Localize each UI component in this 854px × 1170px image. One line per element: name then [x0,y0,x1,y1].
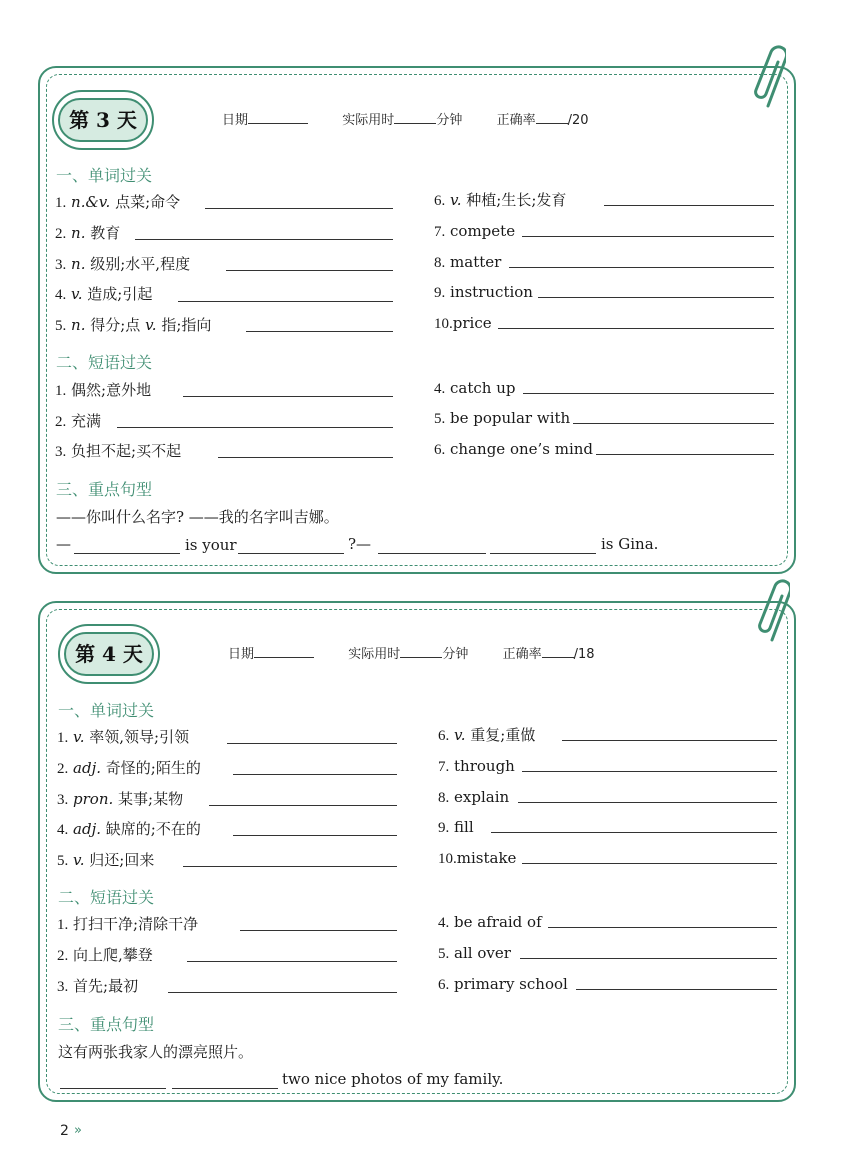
answer-line[interactable] [205,208,393,209]
day3-section-sentences: 三、重点句型 [56,480,153,499]
date-label: 日期 [222,113,249,128]
word-item: 1. n.&v. 点菜;命令 [55,193,181,211]
answer-line[interactable] [573,423,774,424]
date-label: 日期 [228,647,255,662]
answer-line[interactable] [522,236,774,237]
answer-line[interactable] [183,866,397,867]
word-item: 9. fill [438,818,474,836]
accuracy-label: 正确率 [502,647,542,662]
day4-sentence-en: two nice photos of my family. [282,1070,504,1088]
accuracy-total: /18 [573,647,595,662]
paperclip-icon [756,576,790,642]
day4-meta [228,643,595,662]
answer-line[interactable] [60,1088,166,1089]
day3-dash: — [56,535,71,553]
day3-sentence-en-3: is Gina. [601,535,659,553]
word-item: 10.mistake [438,849,517,867]
date-field[interactable] [248,111,308,124]
phrase-item: 5. be popular with [434,409,571,427]
time-label: 实际用时 [342,113,395,128]
answer-line[interactable] [548,927,777,928]
day4-section-phrases: 二、短语过关 [58,888,155,907]
answer-line[interactable] [168,992,397,993]
word-item: 10.price [434,314,492,332]
word-item: 8. explain [438,788,510,806]
day4-badge [58,624,160,684]
answer-line[interactable] [378,553,486,554]
day4-sentence-cn: 这有两张我家人的漂亮照片。 [58,1043,254,1061]
accuracy-label: 正确率 [496,113,536,128]
word-item: 1. v. 率领,领导;引领 [57,728,190,746]
day4-badge-label: 第 4 天 [75,642,143,666]
day4-section-words: 一、单词过关 [58,701,155,720]
day3-sentence-en-1: is your [185,536,237,554]
time-label: 实际用时 [348,647,401,662]
phrase-item: 6. primary school [438,975,568,993]
answer-line[interactable] [178,301,393,302]
page-number: 2 [60,1123,69,1139]
word-item: 3. n. 级别;水平,程度 [55,255,191,273]
phrase-item: 6. change one’s mind [434,440,594,458]
answer-line[interactable] [523,393,774,394]
answer-line[interactable] [233,774,397,775]
phrase-item: 3. 首先;最初 [57,977,139,995]
answer-line[interactable] [117,427,393,428]
answer-line[interactable] [490,553,596,554]
word-item: 2. n. 教育 [55,224,121,242]
phrase-item: 1. 打扫干净;清除干净 [57,915,199,933]
answer-line[interactable] [135,239,393,240]
phrase-item: 5. all over [438,944,511,962]
phrase-item: 3. 负担不起;买不起 [55,442,182,460]
answer-line[interactable] [233,835,397,836]
answer-line[interactable] [538,297,774,298]
word-item: 4. v. 造成;引起 [55,285,153,303]
day3-badge [52,90,154,150]
answer-line[interactable] [576,989,777,990]
double-arrow-icon: » [74,1123,82,1138]
answer-line[interactable] [522,863,777,864]
word-item: 5. n. 得分;点 v. 指;指向 [55,316,212,334]
answer-line[interactable] [520,958,777,959]
answer-line[interactable] [604,205,774,206]
time-unit: 分钟 [442,647,469,662]
answer-line[interactable] [238,553,344,554]
answer-line[interactable] [187,961,397,962]
date-field[interactable] [254,645,314,658]
day3-sentence-cn: ——你叫什么名字? ——我的名字叫吉娜。 [56,508,339,526]
day3-badge-label: 第 3 天 [69,108,137,132]
day3-meta [222,109,589,128]
answer-line[interactable] [172,1088,278,1089]
word-item: 9. instruction [434,283,533,301]
day3-section-words: 一、单词过关 [56,166,153,185]
word-item: 6. v. 重复;重做 [438,726,536,744]
phrase-item: 2. 向上爬,攀登 [57,946,153,964]
paperclip-icon [752,42,786,108]
day3-section-phrases: 二、短语过关 [56,353,153,372]
answer-line[interactable] [226,270,393,271]
word-item: 7. through [438,757,515,775]
answer-line[interactable] [183,396,393,397]
answer-line[interactable] [518,802,777,803]
word-item: 3. pron. 某事;某物 [57,790,184,808]
word-item: 4. adj. 缺席的;不在的 [57,820,201,838]
day4-section-sentences: 三、重点句型 [58,1015,155,1034]
answer-line[interactable] [596,454,774,455]
day3-sentence-en-2: ?— [348,535,372,553]
answer-line[interactable] [227,743,397,744]
answer-line[interactable] [509,267,774,268]
phrase-item: 2. 充满 [55,412,102,430]
phrase-item: 1. 偶然;意外地 [55,381,152,399]
accuracy-field[interactable] [536,111,568,124]
accuracy-total: /20 [567,113,589,128]
answer-line[interactable] [491,832,777,833]
answer-line[interactable] [246,331,393,332]
answer-line[interactable] [522,771,777,772]
phrase-item: 4. be afraid of [438,913,542,931]
phrase-item: 4. catch up [434,379,516,397]
answer-line[interactable] [74,553,180,554]
answer-line[interactable] [498,328,774,329]
answer-line[interactable] [240,930,397,931]
word-item: 6. v. 种植;生长;发育 [434,191,567,209]
answer-line[interactable] [218,457,393,458]
answer-line[interactable] [209,805,397,806]
word-item: 8. matter [434,253,502,271]
time-field[interactable] [400,645,442,658]
word-item: 5. v. 归还;回来 [57,851,155,869]
time-unit: 分钟 [436,113,463,128]
answer-line[interactable] [562,740,777,741]
word-item: 2. adj. 奇怪的;陌生的 [57,759,201,777]
word-item: 7. compete [434,222,516,240]
time-field[interactable] [394,111,436,124]
accuracy-field[interactable] [542,645,574,658]
